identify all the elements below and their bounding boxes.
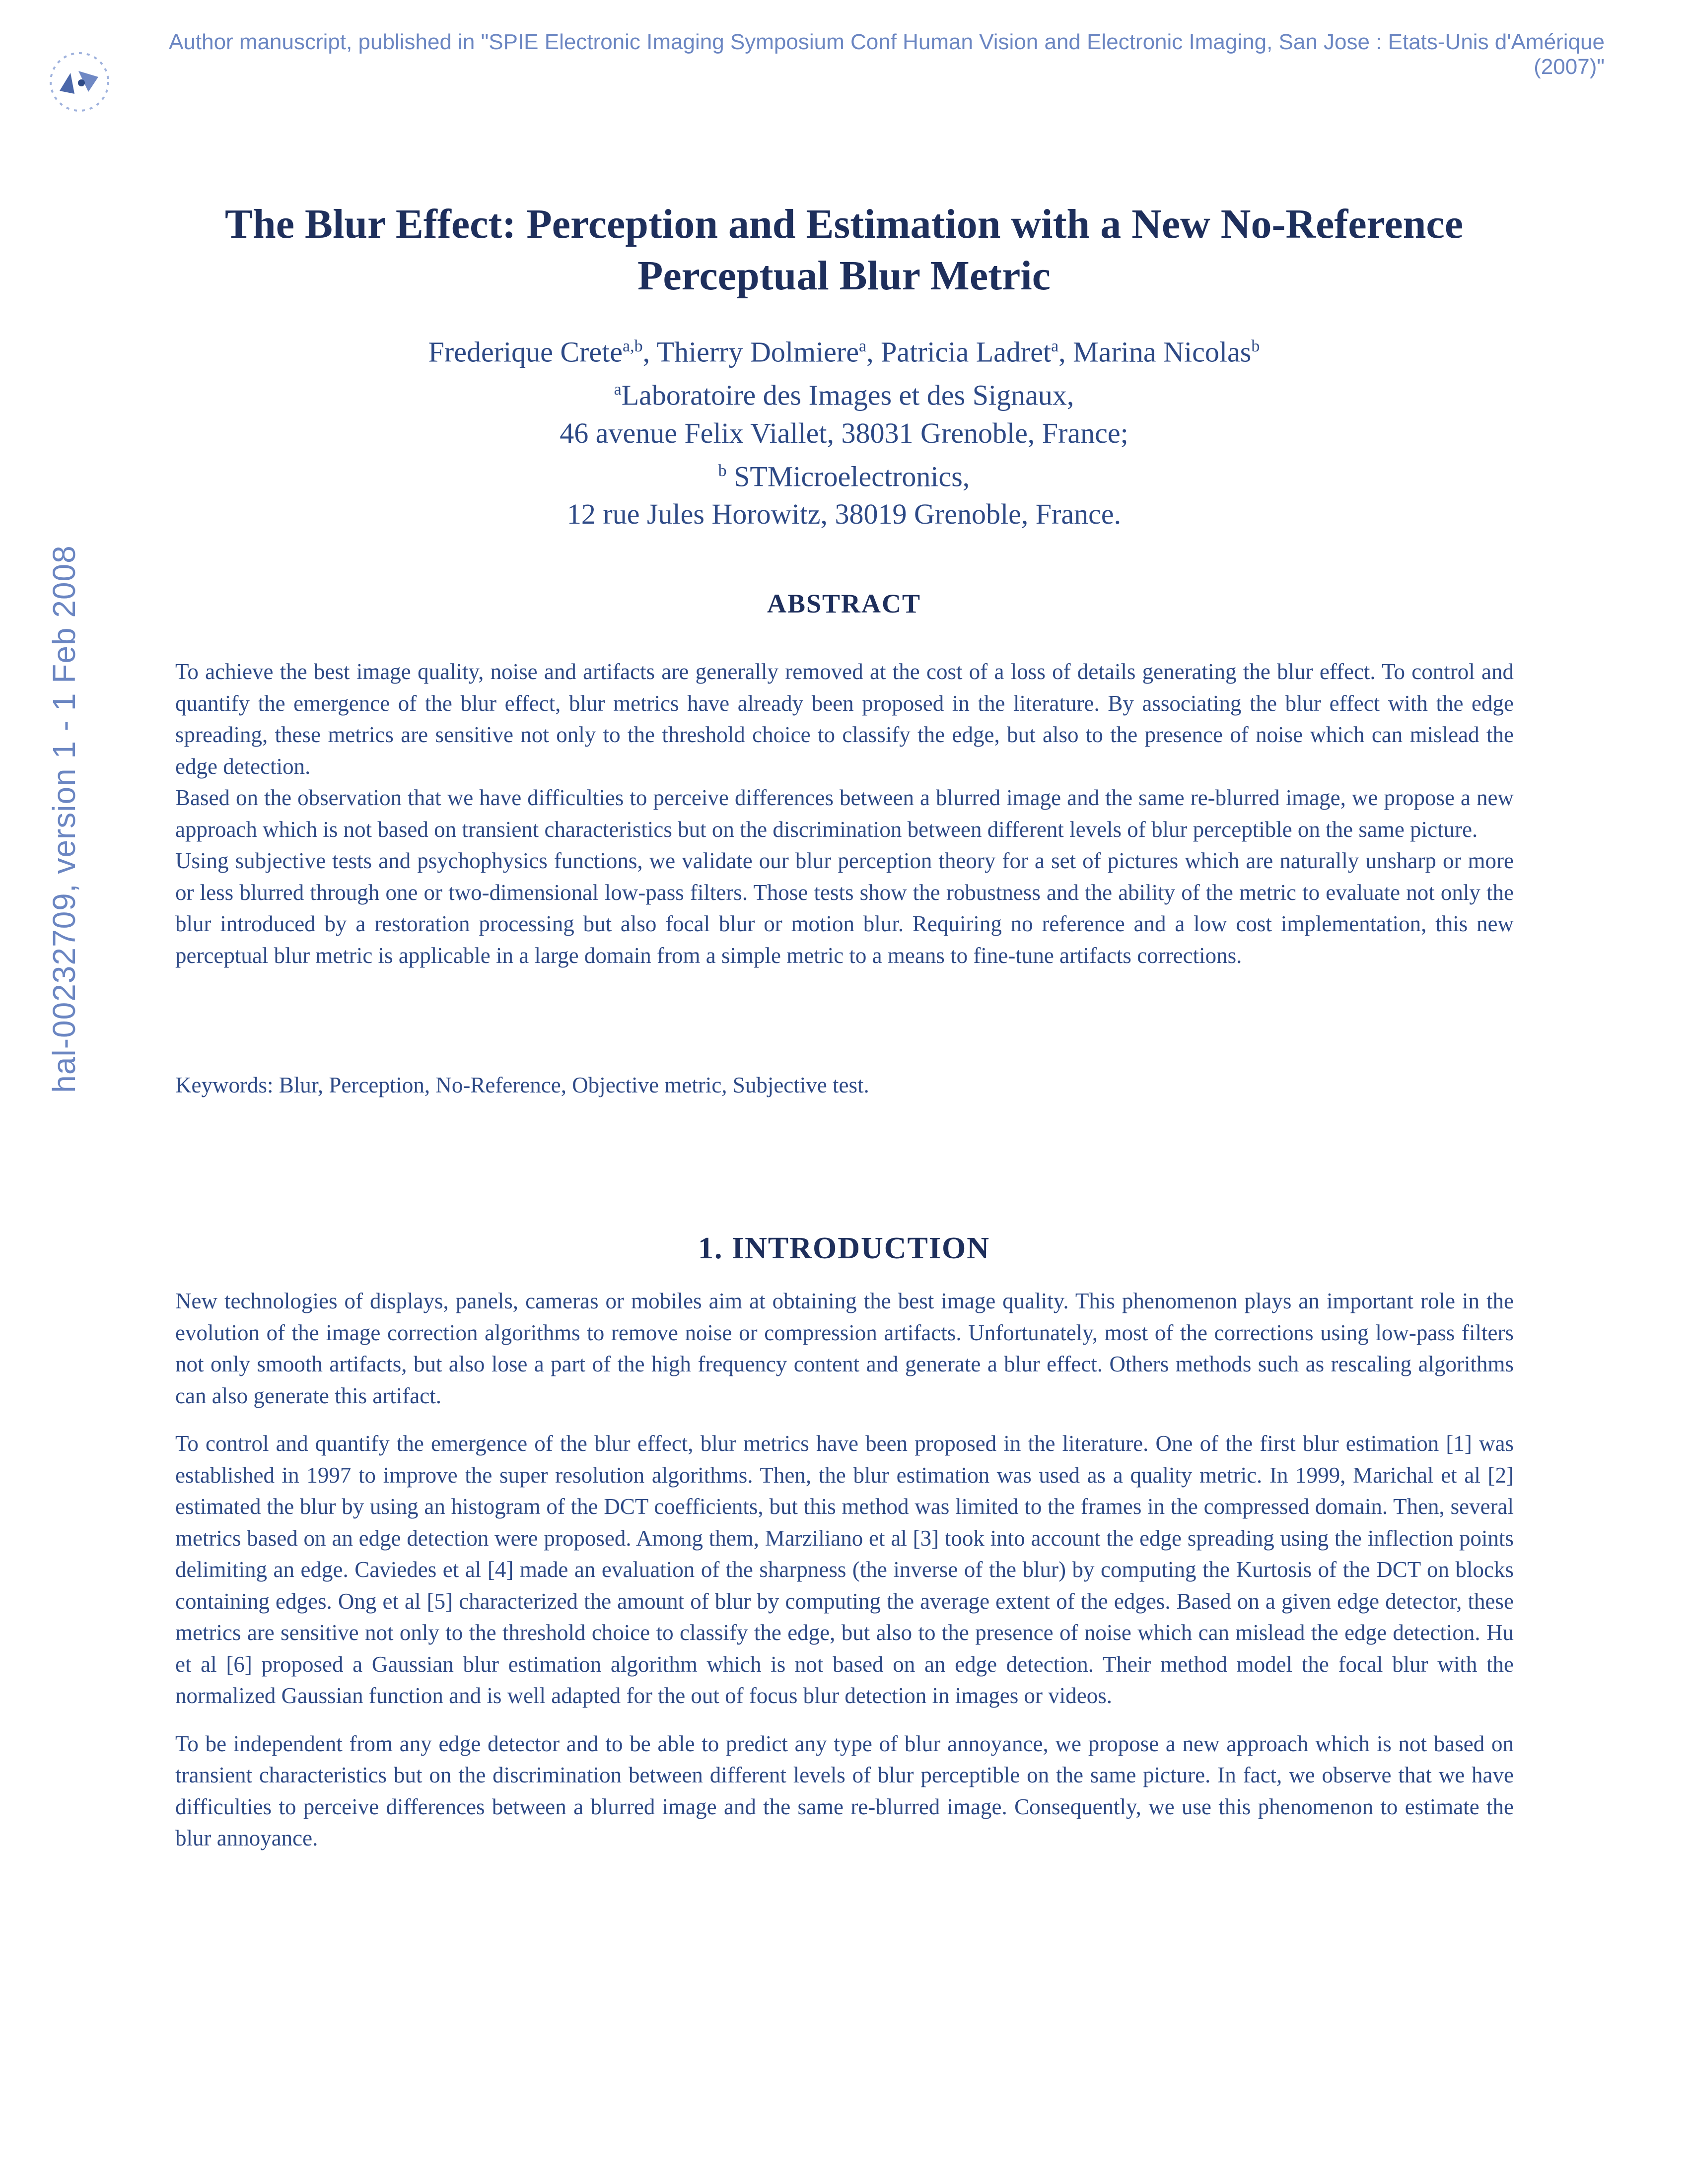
author-name: Thierry Dolmiere <box>656 336 859 368</box>
affiliation-b-line <box>149 452 1539 495</box>
author-affiliation-mark: b <box>1251 337 1260 355</box>
introduction-heading: 1. INTRODUCTION <box>698 1231 990 1265</box>
affiliation-mark: b <box>718 461 727 480</box>
author-affiliation-mark: a <box>858 337 867 355</box>
affiliation-text: STMicroelectronics, <box>734 460 970 492</box>
abstract-paragraph: Based on the observation that we have difficulties to perceive differences between a blurred image and the same re-blurred image, we propose a new approach which is not based on transient characteristics but on the discrimination between different levels of blur perceptible on the same picture. <box>175 785 1514 842</box>
author-line: Frederique Crete$^{a,b}$, Thierry Dolmiere$^a$, Patricia Ladret$^a$, Marina Nicolas$^b$ <box>428 336 1260 368</box>
abstract-paragraph: To achieve the best image quality, noise and artifacts are generally removed at the cost of a loss of details generating the blur effect. To control and quantify the emergence of the blur effect, blur metrics have already been proposed in the literature. By associating the blur effect with the edge spreading, these metrics are sensitive not only to the threshold choice to classify the edge, but also to the presence of noise which can mislead the edge detection. <box>175 659 1514 779</box>
abstract-heading: ABSTRACT <box>767 589 921 618</box>
intro-paragraph: To control and quantify the emergence of the blur effect, blur metrics have been proposed in the literature. One of the first blur estimation [1] was established in 1997 to improve the super resolution algorithms. Then, the blur estimation was used as a quality metric. In 1999, Marichal et al [2] estimated the blur by using an histogram of the DCT coefficients, but this method was limited to the frames in the compressed domain. Then, several metrics based on an edge detection were proposed. Among them, Marziliano et al [3] took into account the edge spreading using the inflection points delimiting an edge. Caviedes et al [4] made an evaluation of the sharpness (the inverse of the blur) by computing the Kurtosis of the DCT on blocks containing edges. Ong et al [5] characterized the amount of blur by computing the average extent of the edges. Based on a given edge detector, these metrics are sensitive not only to the threshold choice to classify the edge, but also to the presence of noise which can mislead the edge detection. Hu et al [6] proposed a Gaussian blur estimation algorithm which is not based on an edge detection. Their method model the focal blur with the normalized Gaussian function and is well adapted for the out of focus blur detection in images or videos. <box>175 1431 1514 1708</box>
affiliation-a-line <box>149 371 1539 414</box>
author-affiliation-mark: a <box>1051 337 1059 355</box>
author-block <box>149 328 1539 533</box>
hal-logo-icon <box>40 42 119 122</box>
abstract-paragraph: Using subjective tests and psychophysics functions, we validate our blur perception theory for a set of pictures which are naturally unsharp or more or less blurred through one or two-dimensional low-pass filters. Those tests show the robustness and the ability of the metric to evaluate not only the blur introduced by a restoration processing but also focal blur or motion blur. Requiring no reference and a low cost implementation, this new perceptual blur metric is applicable in a large domain from a simple metric to a means to fine-tune artifacts corrections. <box>175 848 1514 968</box>
author-name: Patricia Ladret <box>881 336 1052 368</box>
author-affiliation-mark: a,b <box>622 337 643 355</box>
keywords: Keywords: Blur, Perception, No-Reference, Objective metric, Subjective test. <box>175 1073 869 1097</box>
author-name: Frederique Crete <box>428 336 623 368</box>
abstract-body <box>175 656 1514 971</box>
intro-paragraph: To be independent from any edge detector and to be able to predict any type of blur annoyance, we propose a new approach which is not based on transient characteristics but on the discrimination between different levels of blur perceptible on the same picture. In fact, we observe that we have difficulties to perceive differences between a blurred image and the same re-blurred image. Consequently, we use this phenomenon to estimate the blur annoyance. <box>175 1731 1514 1850</box>
intro-paragraph: New technologies of displays, panels, cameras or mobiles aim at obtaining the best image quality. This phenomenon plays an important role in the evolution of the image correction algorithms to remove noise or compression artifacts. Unfortunately, most of the corrections using low-pass filters not only smooth artifacts, but also lose a part of the high frequency content and generate a blur effect. Others methods such as rescaling algorithms can also generate this artifact. <box>175 1289 1514 1408</box>
author-name: Marina Nicolas <box>1073 336 1252 368</box>
publication-note: Author manuscript, published in "SPIE Electronic Imaging Symposium Conf Human Vision and Electronic Imaging, San Jose : Etats-Unis d'Amérique (2007)" <box>169 30 1605 79</box>
affiliation-text: Laboratoire des Images et des Signaux, <box>621 379 1074 411</box>
introduction-body <box>175 1286 1514 1871</box>
hal-identifier: hal-00232709, version 1 - 1 Feb 2008 <box>46 545 82 1093</box>
paper-title: The Blur Effect: Perception and Estimation with a New No-Reference Perceptual Blur Metric <box>225 201 1463 299</box>
affiliation-a-address: 46 avenue Felix Viallet, 38031 Grenoble, France; <box>560 416 1128 449</box>
affiliation-mark: a <box>614 380 622 399</box>
affiliation-b-address: 12 rue Jules Horowitz, 38019 Grenoble, France. <box>566 497 1122 530</box>
